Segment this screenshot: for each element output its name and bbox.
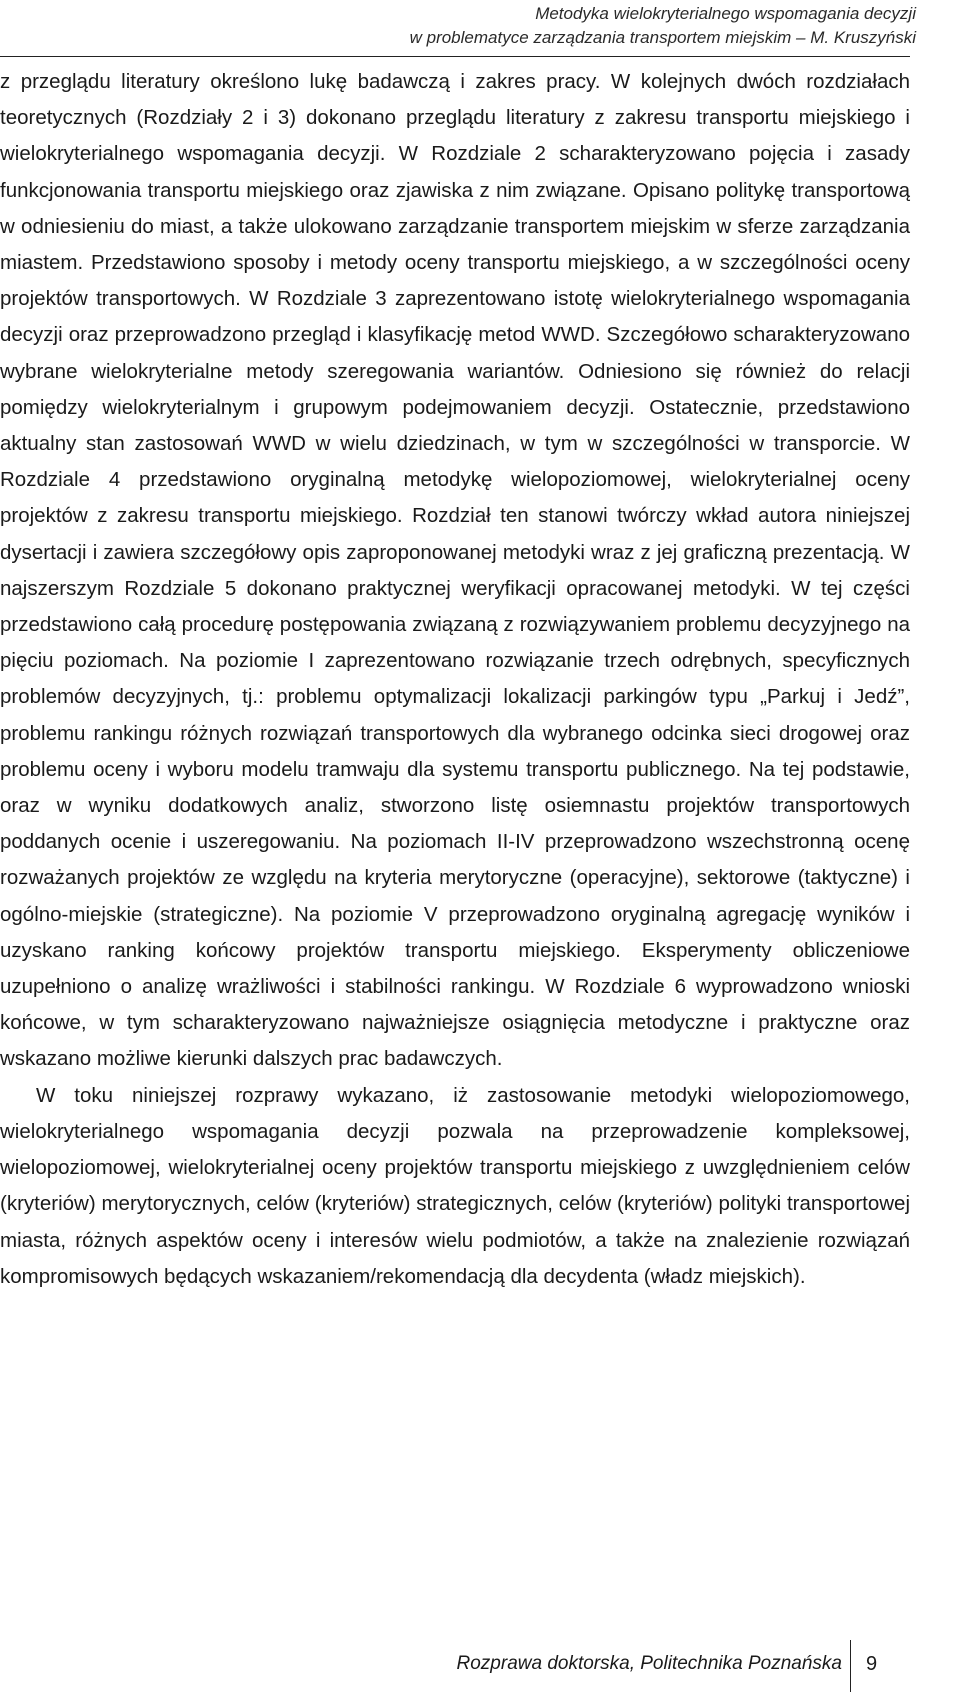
footer-source: Rozprawa doktorska, Politechnika Poznańska bbox=[456, 1653, 842, 1674]
body-paragraph-1: z przeglądu literatury określono lukę badawczą i zakres pracy. W kolejnych dwóch rozdziałach teoretycznych (Rozdziały 2 i 3) dokonano przeglądu literatury z zakresu transportu miejskiego i wielokryterialnego wspomagania decyzji. W Rozdziale 2 scharakteryzowano pojęcia i zasady funkcjonowania transportu miejskiego oraz zjawiska z nim związane. Opisano politykę transportową w odniesieniu do miast, a także ulokowano zarządzanie transportem miejskim w sferze zarządzania miastem. Przedstawiono sposoby i metody oceny transportu miejskiego, a w szczególności oceny projektów transportowych. W Rozdziale 3 zaprezentowano istotę wielokryterialnego wspomagania decyzji oraz przeprowadzono przegląd i klasyfikację metod WWD. Szczegółowo scharakteryzowano wybrane wielokryterialne metody szeregowania wariantów. Odniesiono się również do relacji pomiędzy wielokryterialnym i grupowym podejmowaniem decyzji. Ostatecznie, przedstawiono aktualny stan zastosowań WWD w wielu dziedzinach, w tym w szczególności w transporcie. W Rozdziale 4 przedstawiono oryginalną metodykę wielopoziomowej, wielokryterialnej oceny projektów z zakresu transportu miejskiego. Rozdział ten stanowi twórczy wkład autora niniejszej dysertacji i zawiera szczegółowy opis zaproponowanej metodyki wraz z jej graficzną prezentacją. W najszerszym Rozdziale 5 dokonano praktycznej weryfikacji opracowanej metodyki. W tej części przedstawiono całą procedurę postępowania związaną z rozwiązywaniem problemu decyzyjnego na pięciu poziomach. Na poziomie I zaprezentowano rozwiązanie trzech odrębnych, specyficznych problemów decyzyjnych, tj.: problemu optymalizacji lokalizacji parkingów typu „Parkuj i Jedź”, problemu rankingu różnych rozwiązań transportowych dla wybranego odcinka sieci drogowej oraz problemu oceny i wyboru modelu tramwaju dla systemu transportu publicznego. Na tej podstawie, oraz w wyniku dodatkowych analiz, stworzono listę osiemnastu projektów transportowych poddanych ocenie i uszeregowaniu. Na poziomach II-IV przeprowadzono wszechstronną ocenę rozważanych projektów ze względu na kryteria merytoryczne (operacyjne), sektorowe (taktyczne) i ogólno-miejskie (strategiczne). Na poziomie V przeprowadzono oryginalną agregację wyników i uzyskano ranking końcowy projektów transportu miejskiego. Eksperymenty obliczeniowe uzupełniono o analizę wrażliwości i stabilności rankingu. W Rozdziale 6 wyprowadzono wnioski końcowe, w tym scharakteryzowano najważniejsze osiągnięcia metodyczne i praktyczne oraz wskazano możliwe kierunki dalszych prac badawczych. bbox=[0, 70, 910, 1071]
footer-divider bbox=[850, 1640, 851, 1692]
body-paragraph-2: W toku niniejszej rozprawy wykazano, iż zastosowanie metodyki wielopoziomowego, wielokryterialnego wspomagania decyzji pozwala na przeprowadzenie kompleksowej, wielopoziomowej, wielokryterialnej oceny projektów transportu miejskiego z uwzględnieniem celów (kryteriów) merytorycznych, celów (kryteriów) strategicznych, celów (kryteriów) polityki transportowej miasta, różnych aspektów oceny i interesów wielu podmiotów, a także na znalezienie rozwiązań kompromisowych będących wskazaniem/rekomendacją dla decydenta (władz miejskich). bbox=[0, 1083, 910, 1288]
page-number: 9 bbox=[866, 1653, 878, 1675]
header-rule bbox=[0, 56, 910, 57]
header-author-line: w problematyce zarządzania transportem miejskim – M. Kruszyński bbox=[409, 28, 916, 47]
page-footer bbox=[0, 1640, 960, 1692]
document-body bbox=[0, 64, 910, 1295]
header-title-line: Metodyka wielokryterialnego wspomagania decyzji bbox=[535, 4, 916, 23]
running-header bbox=[410, 2, 916, 50]
